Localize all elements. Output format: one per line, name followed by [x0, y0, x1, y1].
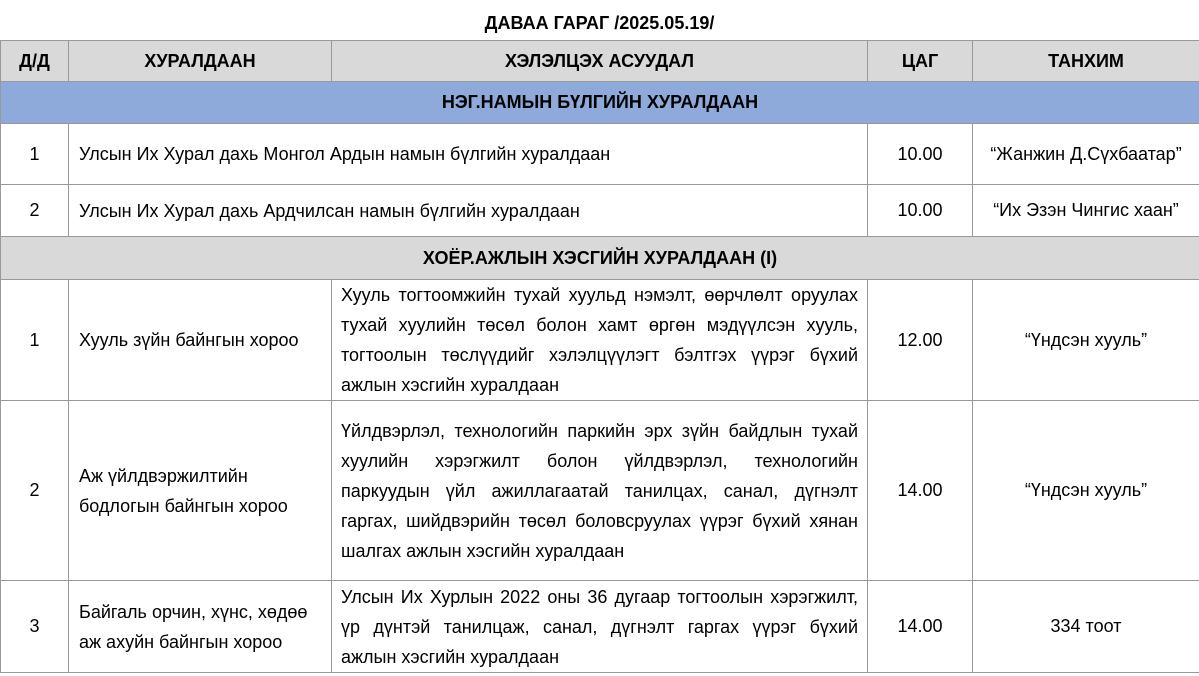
- table-row: [1, 401, 1199, 581]
- row-room: “Жанжин Д.Сүхбаатар”: [973, 124, 1199, 185]
- row-meeting: Улсын Их Хурал дахь Ардчилсан намын бүлгийн хуралдаан: [69, 185, 868, 237]
- row-num: 1: [1, 124, 69, 185]
- row-topic: Хууль тогтоомжийн тухай хуульд нэмэлт, өөрчлөлт оруулах тухай хуулийн төсөл болон хамт өргөн мэдүүлсэн хууль, тогтоолын төслүүдийг хэлэлцүүлэгт бэлтгэх үүрэг бүхий ажлын хэсгийн хуралдаан: [332, 280, 868, 401]
- table-header-row: [1, 41, 1199, 82]
- row-time: 10.00: [868, 185, 973, 237]
- row-meeting: Улсын Их Хурал дахь Монгол Ардын намын бүлгийн хуралдаан: [69, 124, 868, 185]
- header-time: ЦАГ: [868, 41, 973, 82]
- table-row: [1, 124, 1199, 185]
- table-row: [1, 280, 1199, 401]
- row-room: “Их Эзэн Чингис хаан”: [973, 185, 1199, 237]
- row-num: 2: [1, 185, 69, 237]
- row-meeting: Аж үйлдвэржилтийн бодлогын байнгын хороо: [69, 401, 332, 581]
- table-row: [1, 581, 1199, 673]
- row-time: 12.00: [868, 280, 973, 401]
- section2-title: ХОЁР.АЖЛЫН ХЭСГИЙН ХУРАЛДААН (I): [1, 237, 1199, 280]
- section-header-row: [1, 237, 1199, 280]
- row-num: 1: [1, 280, 69, 401]
- row-room: “Үндсэн хууль”: [973, 401, 1199, 581]
- table-row: [1, 185, 1199, 237]
- row-num: 2: [1, 401, 69, 581]
- row-time: 14.00: [868, 401, 973, 581]
- header-room: ТАНХИМ: [973, 41, 1199, 82]
- header-meeting: ХУРАЛДААН: [69, 41, 332, 82]
- section-header-row: [1, 82, 1199, 124]
- page-title: ДАВАА ГАРАГ /2025.05.19/: [484, 13, 715, 33]
- schedule-table: [0, 40, 1199, 673]
- row-time: 10.00: [868, 124, 973, 185]
- row-time: 14.00: [868, 581, 973, 673]
- row-num: 3: [1, 581, 69, 673]
- row-meeting: Байгаль орчин, хүнс, хөдөө аж ахуйн байнгын хороо: [69, 581, 332, 673]
- row-topic: Улсын Их Хурлын 2022 оны 36 дугаар тогтоолын хэрэгжилт, үр дүнтэй танилцаж, санал, дүгнэлт гаргах үүрэг бүхий ажлын хэсгийн хуралдаан: [332, 581, 868, 673]
- header-num: Д/Д: [1, 41, 69, 82]
- row-room: 334 тоот: [973, 581, 1199, 673]
- row-topic: Үйлдвэрлэл, технологийн паркийн эрх зүйн байдлын тухай хуулийн хэрэгжилт болон үйлдвэрлэл, технологийн паркуудын үйл ажиллагаатай танилцах, санал, дүгнэлт гаргах, шийдвэрийн төсөл боловсруулах үүрэг бүхий хянан шалгах ажлын хэсгийн хуралдаан: [332, 401, 868, 581]
- header-topic: ХЭЛЭЛЦЭХ АСУУДАЛ: [332, 41, 868, 82]
- row-meeting: Хууль зүйн байнгын хороо: [69, 280, 332, 401]
- section1-title: НЭГ.НАМЫН БҮЛГИЙН ХУРАЛДААН: [1, 82, 1199, 124]
- row-room: “Үндсэн хууль”: [973, 280, 1199, 401]
